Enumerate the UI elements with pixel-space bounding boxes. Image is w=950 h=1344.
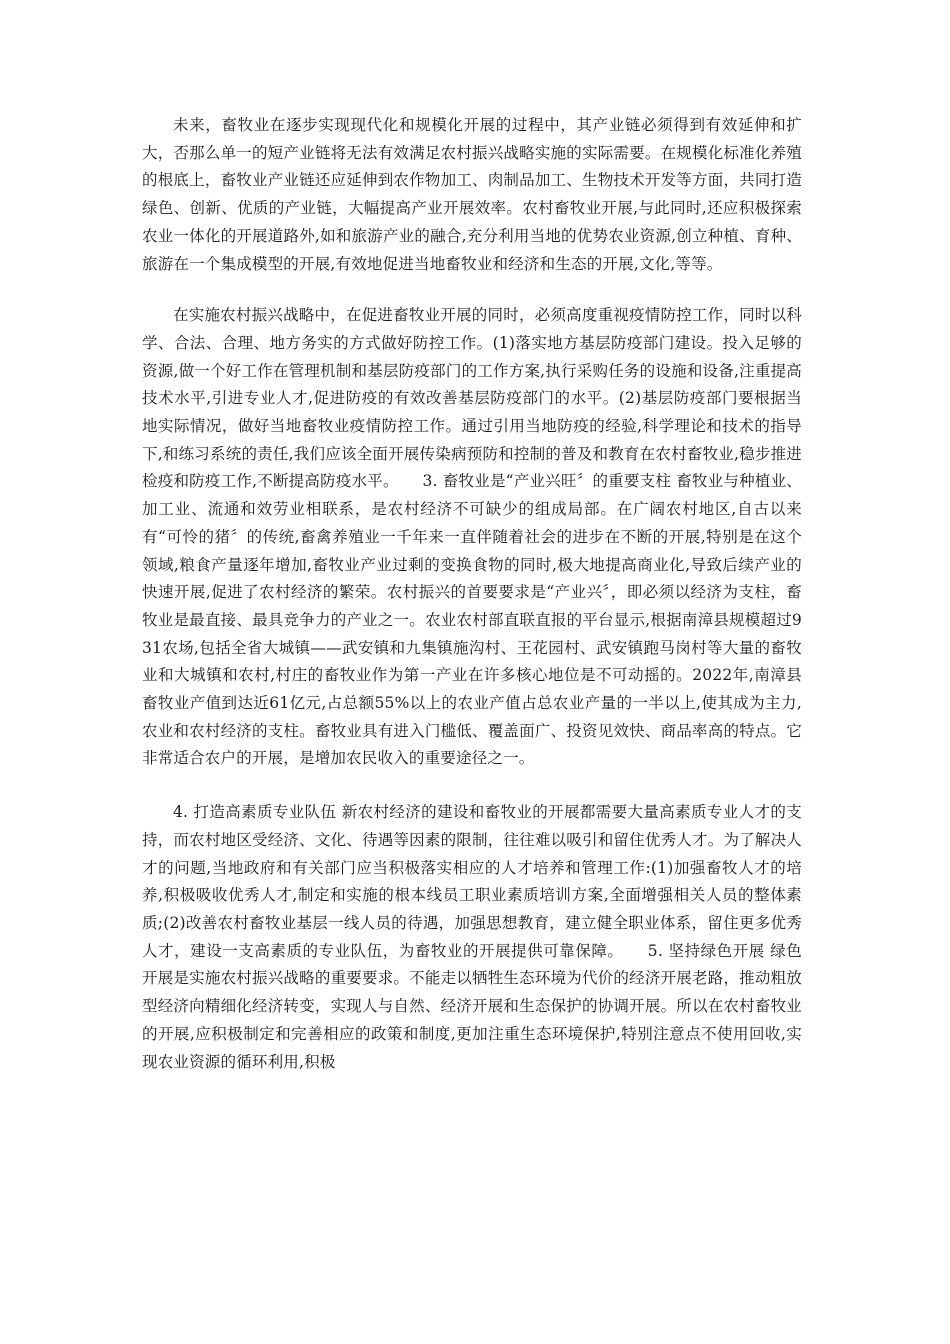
paragraph-livestock-industry-chain: 未来，畜牧业在逐步实现现代化和规模化开展的过程中，其产业链必须得到有效延伸和扩大，否那么单一的短产业链将无法有效满足农村振兴战略实施的实际需要。在规模化标准化养殖的根底上，畜牧业产业链还应延伸到农作物加工、肉制品加工、生物技术开发等方面，共同打造绿色、创新、优质的产业链，大幅提高产业开展效率。农村畜牧业开展,与此同时,还应积极探索农业一体化的开展道路外,如和旅游产业的融合,充分利用当地的优势农业资源,创立种植、育种、旅游在一个集成模型的开展,有效地促进当地畜牧业和经济和生态的开展,文化,等等。 [142,116,802,273]
document-page [142,112,802,1100]
paragraph-epidemic-prevention: 在实施农村振兴战略中，在促进畜牧业开展的同时，必须高度重视疫情防控工作，同时以科学、合法、合理、地方务实的方式做好防控工作。(1)落实地方基层防疫部门建设。投入足够的资源,做一个好工作在管理机制和基层防疫部门的工作方案,执行采购任务的设施和设备,注重提高技术水平,引进专业人才,促进防疫的有效改善基层防疫部门的水平。(2)基层防疫部门要根据当地实际情况，做好当地畜牧业疫情防控工作。通过引用当地防疫的经验,科学理论和技术的指导下,和练习系统的责任,我们应该全面开展传染病预防和控制的普及和教育在农村畜牧业,稳步推进检疫和防疫工作,不断提高防疫水平。 3. 畜牧业是“产业兴旺〞的重要支柱 畜牧业与种植业、加工业、流通和效劳业相联系，是农村经济不可缺少的组成局部。在广阔农村地区,自古以来有“可怜的猪〞的传统,畜禽养殖业一千年来一直伴随着社会的进步在不断的开展,特别是在这个领域,粮食产量逐年增加,畜牧业产业过剩的变换食物的同时,极大地提高商业化,导致后续产业的快速开展,促进了农村经济的繁荣。农村振兴的首要要求是“产业兴〞，即必须以经济为支柱，畜牧业是最直接、最具竞争力的产业之一。农业农村部直联直报的平台显示,根据南漳县规模超过931农场,包括全省大城镇——武安镇和九集镇施沟村、王花园村、武安镇跑马岗村等大量的畜牧业和大城镇和农村,村庄的畜牧业作为第一产业在许多核心地位是不可动摇的。2022年,南漳县畜牧业产值到达近61亿元,占总额55%以上的农业产值占总农业产量的一半以上,使其成为主力,农业和农村经济的支柱。畜牧业具有进入门槛低、覆盖面广、投资见效快、商品率高的特点。它非常适合农户的开展，是增加农民收入的重要途径之一。 [142,306,802,768]
paragraph-professional-team: 4. 打造高素质专业队伍 新农村经济的建设和畜牧业的开展都需要大量高素质专业人才的支持，而农村地区受经济、文化、待遇等因素的限制，往往难以吸引和留住优秀人才。为了解决人才的问题,当地政府和有关部门应当积极落实相应的人才培养和管理工作:(1)加强畜牧人才的培养,积极吸收优秀人才,制定和实施的根本线员工职业素质培训方案,全面增强相关人员的整体素质;(2)改善农村畜牧业基层一线人员的待遇，加强思想教育，建立健全职业体系，留住更多优秀人才，建设一支高素质的专业队伍，为畜牧业的开展提供可靠保障。 5. 坚持绿色开展 绿色开展是实施农村振兴战略的重要要求。不能走以牺牲生态环境为代价的经济开展老路，推动粗放型经济向精细化经济转变，实现人与自然、经济开展和生态保护的协调开展。所以在农村畜牧业的开展,应积极制定和完善相应的政策和制度,更加注重生态环境保护,特别注意点不使用回收,实现农业资源的循环利用,积极 [142,803,802,1071]
